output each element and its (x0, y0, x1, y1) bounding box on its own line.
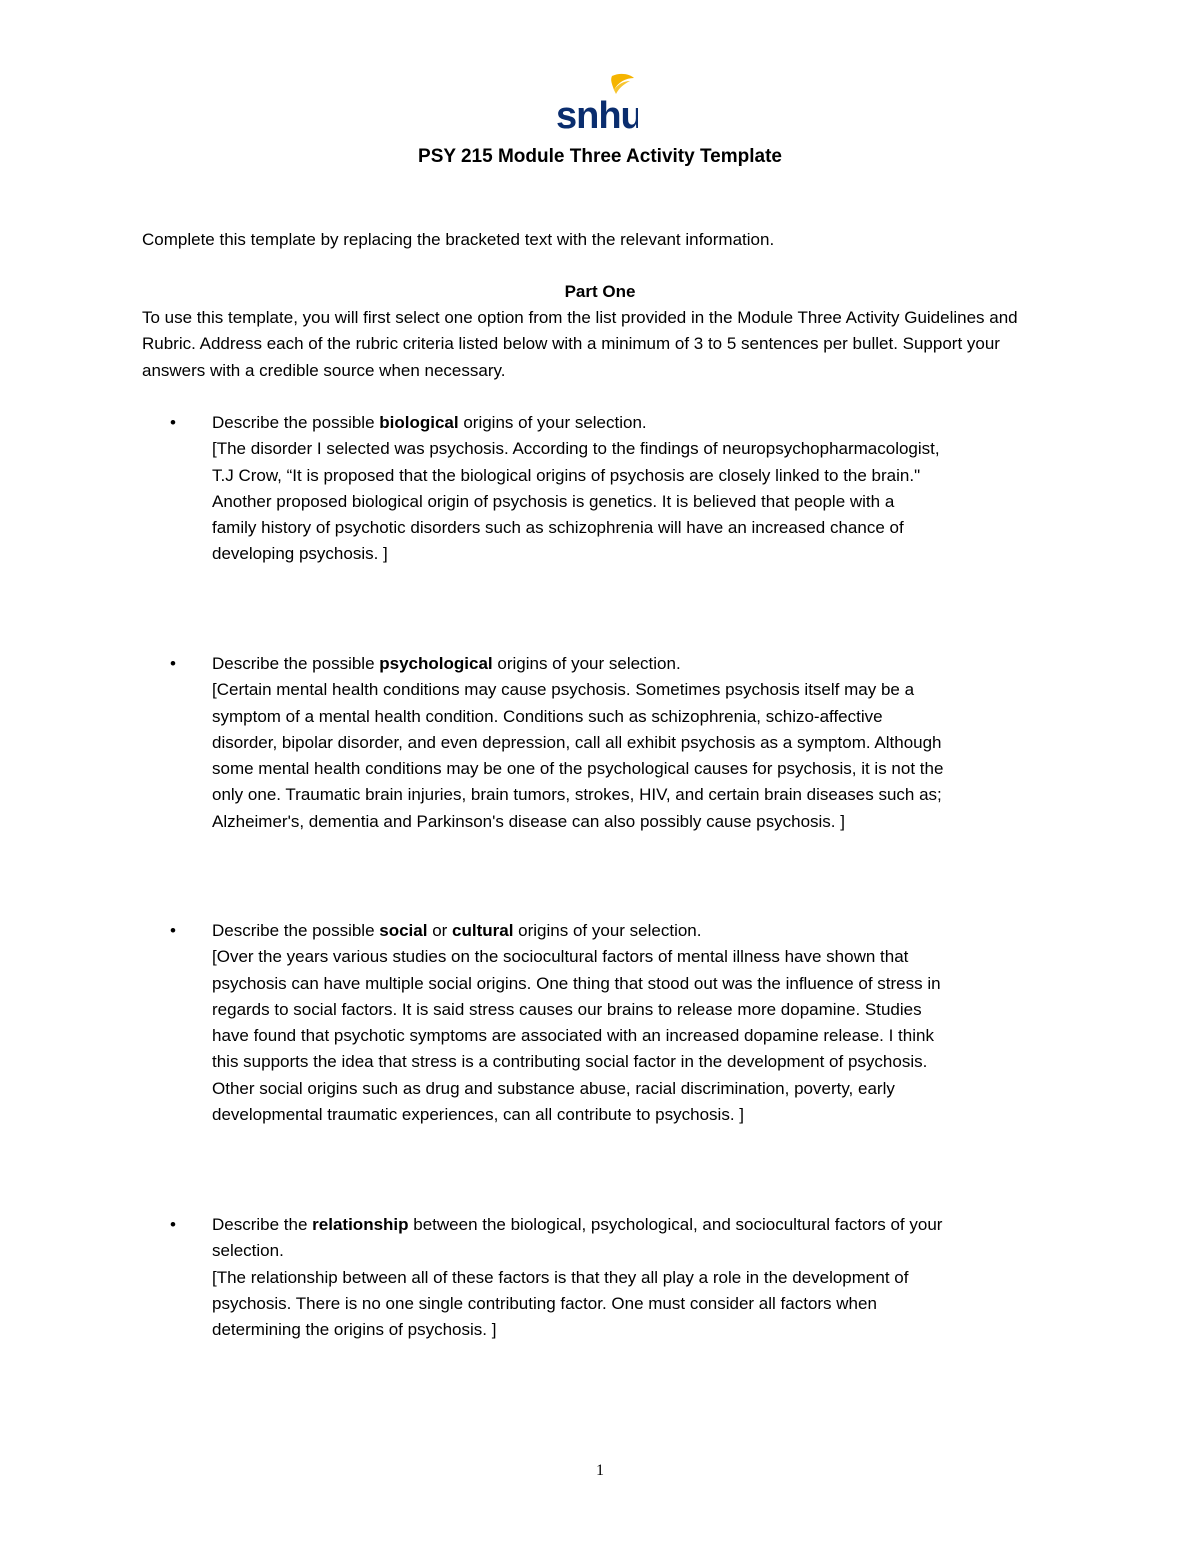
answer-line: psychosis. There is no one single contributing factor. One must consider all factors when (212, 1293, 877, 1313)
answer-line: developing psychosis. ] (212, 544, 388, 564)
instructions-paragraph: To use this template, you will first select one option from the list provided in the Module Three Activity Guidelines and Rubric. Address each of the rubric criteria listed below with a minimum of 3 to 5 sentences per bullet. Support your answers with a credible source when necessary. (142, 308, 1018, 380)
answer-line: have found that psychotic symptoms are associated with an increased dopamine release. I think (212, 1026, 934, 1046)
answer-line: [The relationship between all of these factors is that they all play a role in the development of (212, 1267, 909, 1287)
bullet-icon: • (170, 413, 176, 432)
answer-line: symptom of a mental health condition. Conditions such as schizophrenia, schizo-affective (212, 706, 883, 726)
answer-line: T.J Crow, “It is proposed that the biological origins of psychosis are closely linked to the brain." (212, 465, 921, 485)
answer-line: this supports the idea that stress is a contributing social factor in the development of psychosis. (212, 1052, 928, 1072)
item-prompt: Describe the possible psychological origins of your selection. (212, 654, 681, 673)
answer-line: [The disorder I selected was psychosis. According to the findings of neuropsychopharmacologist, (212, 439, 940, 459)
answer-line: some mental health conditions may be one of the psychological causes for psychosis, it is not the (212, 759, 944, 779)
item-prompt: Describe the possible biological origins of your selection. (212, 413, 647, 432)
list-item-social-cultural (212, 918, 1072, 1128)
bullet-icon: • (170, 1215, 176, 1234)
item-prompt: Describe the relationship between the biological, psychological, and sociocultural factors of your (212, 1215, 943, 1234)
list-item-biological (212, 410, 1072, 568)
answer-line: psychosis can have multiple social origins. One thing that stood out was the influence of stress in (212, 973, 941, 993)
bullet-icon: • (170, 654, 176, 673)
part-heading: Part One (564, 282, 636, 301)
item-prompt-continued: selection. (212, 1241, 284, 1261)
answer-line: disorder, bipolar disorder, and even depression, call all exhibit psychosis as a symptom. Although (212, 732, 942, 752)
answer-line: Other social origins such as drug and substance abuse, racial discrimination, poverty, early (212, 1078, 895, 1098)
snhu-logo (554, 72, 638, 134)
bullet-icon: • (170, 921, 176, 940)
answer-line: determining the origins of psychosis. ] (212, 1320, 497, 1340)
list-item-psychological (212, 651, 1072, 835)
answer-line: [Over the years various studies on the sociocultural factors of mental illness have shown that (212, 947, 909, 967)
answer-line: [Certain mental health conditions may cause psychosis. Sometimes psychosis itself may be a (212, 680, 915, 700)
answer-line: only one. Traumatic brain injuries, brain tumors, strokes, HIV, and certain brain diseases such as; (212, 785, 942, 805)
document-title: PSY 215 Module Three Activity Template (418, 146, 782, 167)
page-number: 1 (596, 1462, 604, 1479)
list-item-relationship (212, 1212, 1072, 1343)
answer-line: Another proposed biological origin of psychosis is genetics. It is believed that people with a (212, 491, 895, 511)
item-prompt: Describe the possible social or cultural origins of your selection. (212, 921, 702, 940)
intro-text: Complete this template by replacing the bracketed text with the relevant information. (142, 230, 775, 249)
answer-line: developmental traumatic experiences, can all contribute to psychosis. ] (212, 1105, 744, 1125)
answer-line: regards to social factors. It is said stress causes our brains to release more dopamine. Studies (212, 999, 922, 1019)
answer-line: family history of psychotic disorders such as schizophrenia will have an increased chance of (212, 518, 904, 538)
logo-text: snhu (556, 95, 638, 134)
answer-line: Alzheimer's, dementia and Parkinson's disease can also possibly cause psychosis. ] (212, 811, 845, 831)
